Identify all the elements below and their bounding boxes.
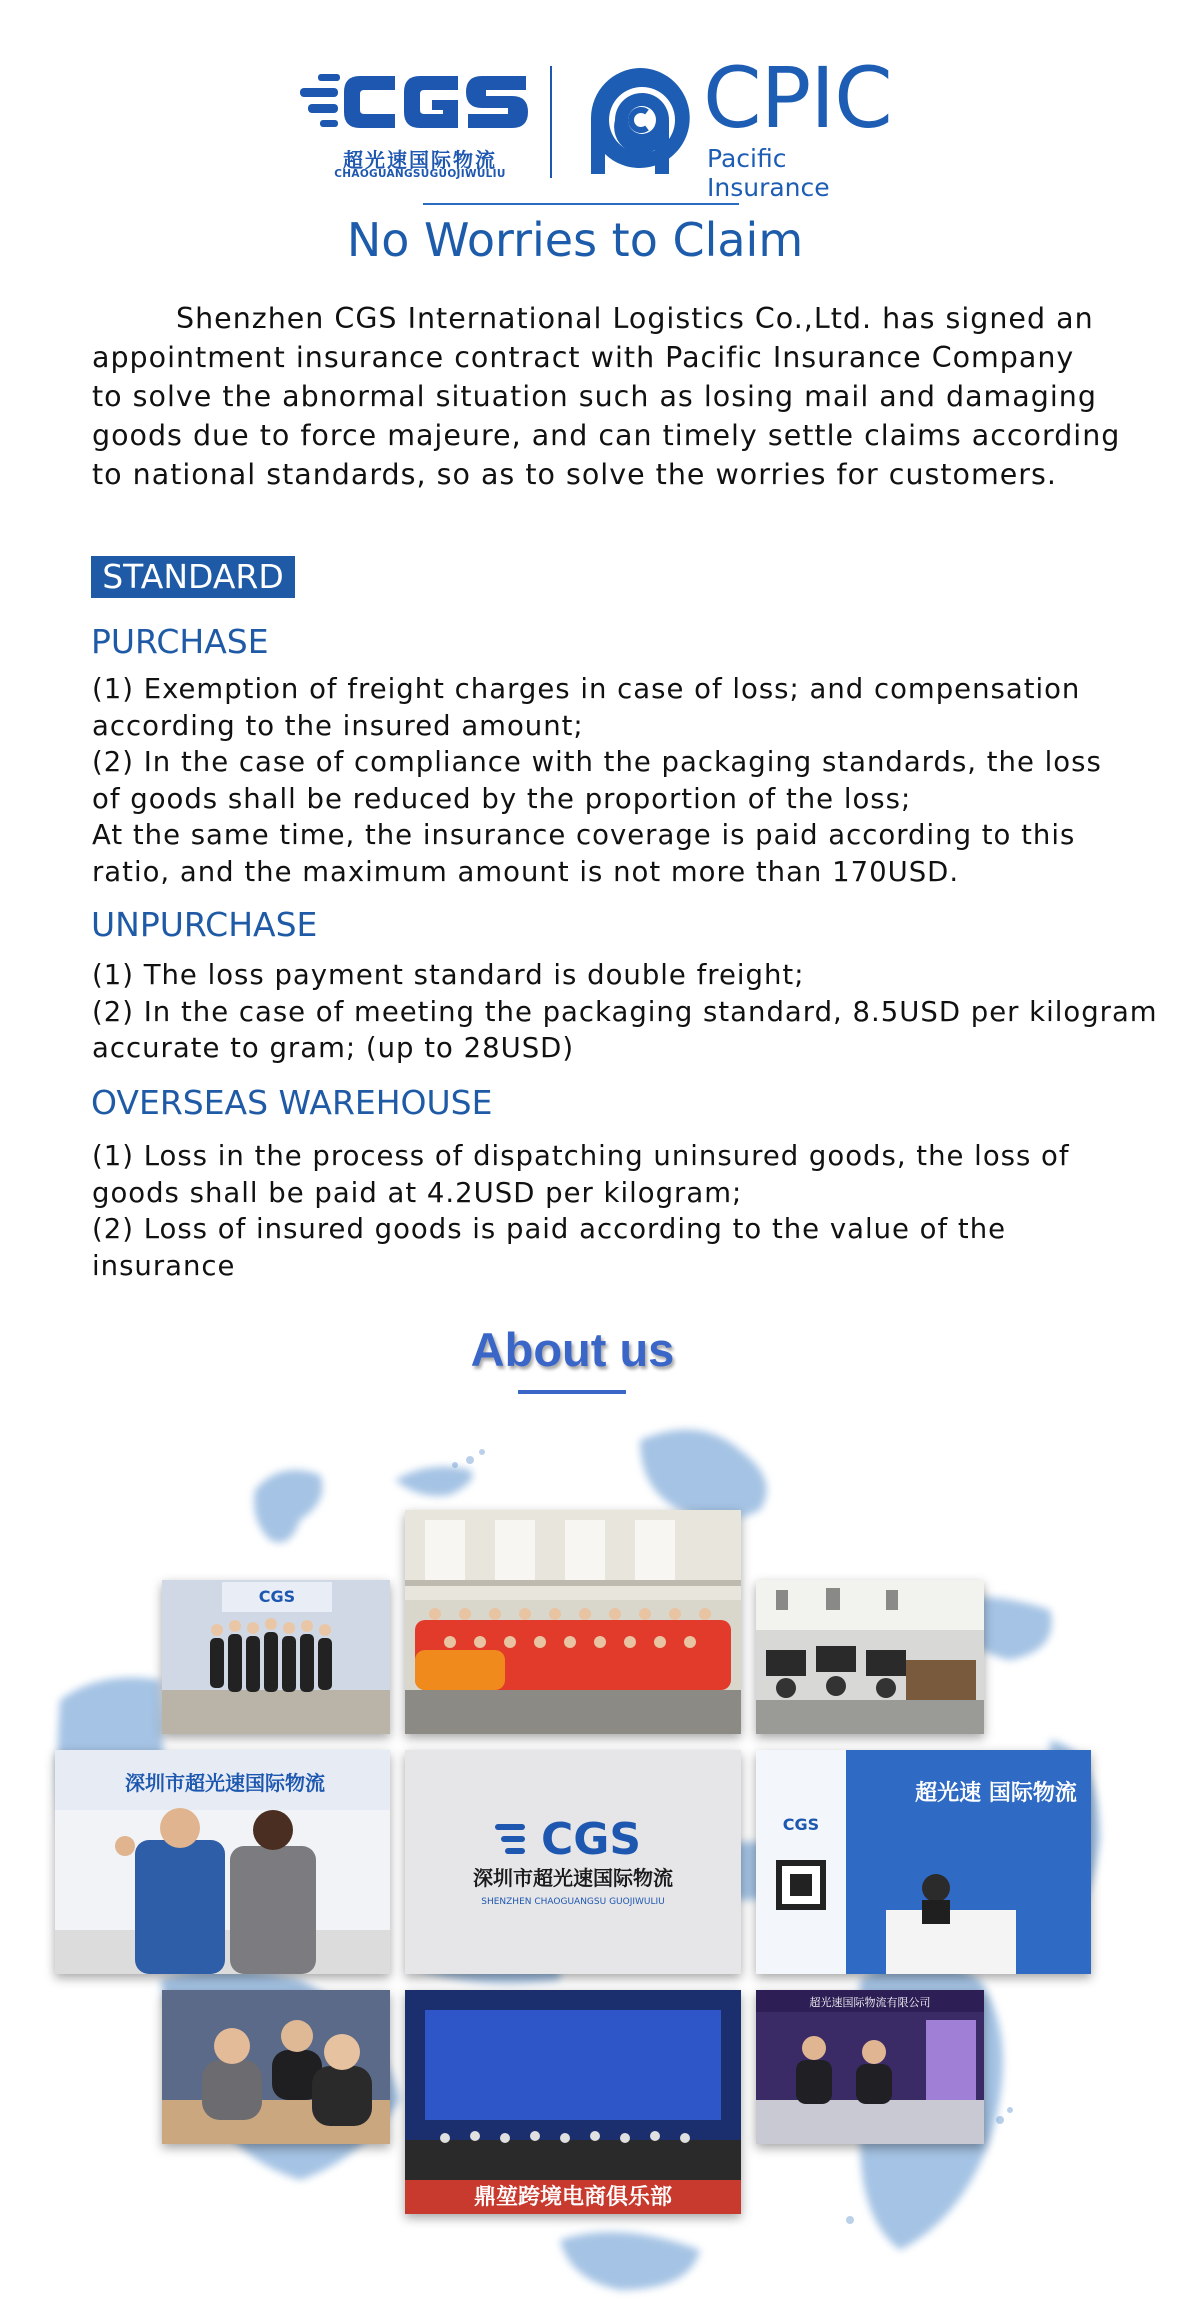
photo-exhibition-booth bbox=[756, 1750, 1091, 1974]
svg-text:CGS: CGS bbox=[782, 1815, 820, 1834]
section-line: of goods shall be reduced by the proportion of the loss; bbox=[92, 782, 912, 815]
photo-logo-wall bbox=[405, 1750, 741, 1974]
cpic-logo-title: CPIC bbox=[703, 49, 892, 147]
section-line: insurance bbox=[92, 1249, 236, 1282]
intro-line: to solve the abnormal situation such as losing mail and damaging bbox=[92, 380, 1097, 413]
about-us-photo-collage bbox=[0, 1420, 1200, 2300]
intro-line: appointment insurance contract with Pacific Insurance Company bbox=[92, 341, 1075, 374]
stage-banner-chinese: 鼎堃跨境电商俱乐部 bbox=[473, 2185, 673, 2210]
section-line: (2) In the case of meeting the packaging standard, 8.5USD per kilogram bbox=[92, 995, 1158, 1028]
section-heading-overseas-warehouse: OVERSEAS WAREHOUSE bbox=[91, 1083, 493, 1122]
title-rule bbox=[423, 203, 739, 205]
photo-stage-event bbox=[405, 1990, 741, 2214]
cgs-logo-chinese-text: 超光速国际物流 bbox=[343, 148, 497, 172]
section-body-purchase bbox=[92, 671, 1200, 890]
intro-line-text: Shenzhen CGS International Logistics Co.,Ltd. has signed an bbox=[176, 302, 1094, 335]
wall-sign-english: SHENZHEN CHAOGUANGSU GUOJIWULIU bbox=[481, 1897, 665, 1907]
section-line: (1) The loss payment standard is double freight; bbox=[92, 959, 805, 991]
intro-line bbox=[92, 299, 1162, 338]
cpic-logo bbox=[585, 49, 905, 202]
photo-partners-thumbs-up bbox=[55, 1750, 390, 1974]
cgs-logo-mark bbox=[300, 66, 530, 138]
intro-paragraph bbox=[92, 299, 1162, 494]
section-line: accurate to gram; (up to 28USD) bbox=[92, 1032, 575, 1064]
section-line: goods shall be paid at 4.2USD per kilogram; bbox=[92, 1176, 743, 1209]
photo-office bbox=[756, 1580, 984, 1734]
backdrop-chinese: 超光速国际物流有限公司 bbox=[809, 1996, 931, 2009]
section-line: (2) In the case of compliance with the packaging standards, the loss bbox=[92, 746, 1102, 778]
photo-team-at-booth bbox=[162, 1580, 390, 1734]
page-title: No Worries to Claim bbox=[346, 213, 804, 267]
photo-company-group bbox=[405, 1510, 741, 1734]
svg-text:CGS: CGS bbox=[540, 1814, 642, 1865]
header-logos bbox=[0, 49, 1200, 202]
section-line: ratio, and the maximum amount is not more than 170USD. bbox=[92, 855, 960, 888]
section-heading-purchase: PURCHASE bbox=[91, 622, 269, 661]
photo-seminar bbox=[756, 1990, 984, 2144]
wall-sign-chinese: 深圳市超光速国际物流 bbox=[473, 1866, 673, 1890]
section-line: according to the insured amount; bbox=[92, 709, 584, 742]
cgs-logo bbox=[300, 66, 530, 181]
section-body-unpurchase bbox=[92, 957, 1200, 1067]
section-heading-unpurchase: UNPURCHASE bbox=[91, 905, 318, 944]
intro-line: goods due to force majeure, and can timely settle claims according bbox=[92, 419, 1121, 452]
svg-text:CGS: CGS bbox=[258, 1587, 296, 1606]
standard-badge: STANDARD bbox=[91, 556, 295, 598]
svg-text:深圳市超光速国际物流: 深圳市超光速国际物流 bbox=[125, 1771, 325, 1795]
cpic-logo-mark bbox=[585, 62, 695, 177]
section-body-overseas-warehouse bbox=[92, 1138, 1200, 1284]
section-line: (1) Loss in the process of dispatching uninsured goods, the loss of bbox=[92, 1140, 1070, 1172]
about-us-title: About us bbox=[470, 1323, 675, 1376]
cpic-logo-subtitle: Pacific Insurance bbox=[707, 144, 830, 202]
photo-three-people bbox=[162, 1990, 390, 2144]
intro-line: to national standards, so as to solve the worries for customers. bbox=[92, 458, 1057, 491]
cgs-logo-english-text: CHAOGUANGSUGUOJIWULIU bbox=[334, 168, 506, 180]
about-us-underline bbox=[518, 1390, 626, 1394]
section-line: (1) Exemption of freight charges in case of loss; and compensation bbox=[92, 673, 1081, 705]
section-line: (2) Loss of insured goods is paid according to the value of the bbox=[92, 1213, 1007, 1245]
section-line: At the same time, the insurance coverage is paid according to this bbox=[92, 819, 1076, 851]
booth-sign-chinese: 超光速 国际物流 bbox=[915, 1781, 1077, 1806]
logo-divider bbox=[550, 66, 552, 178]
